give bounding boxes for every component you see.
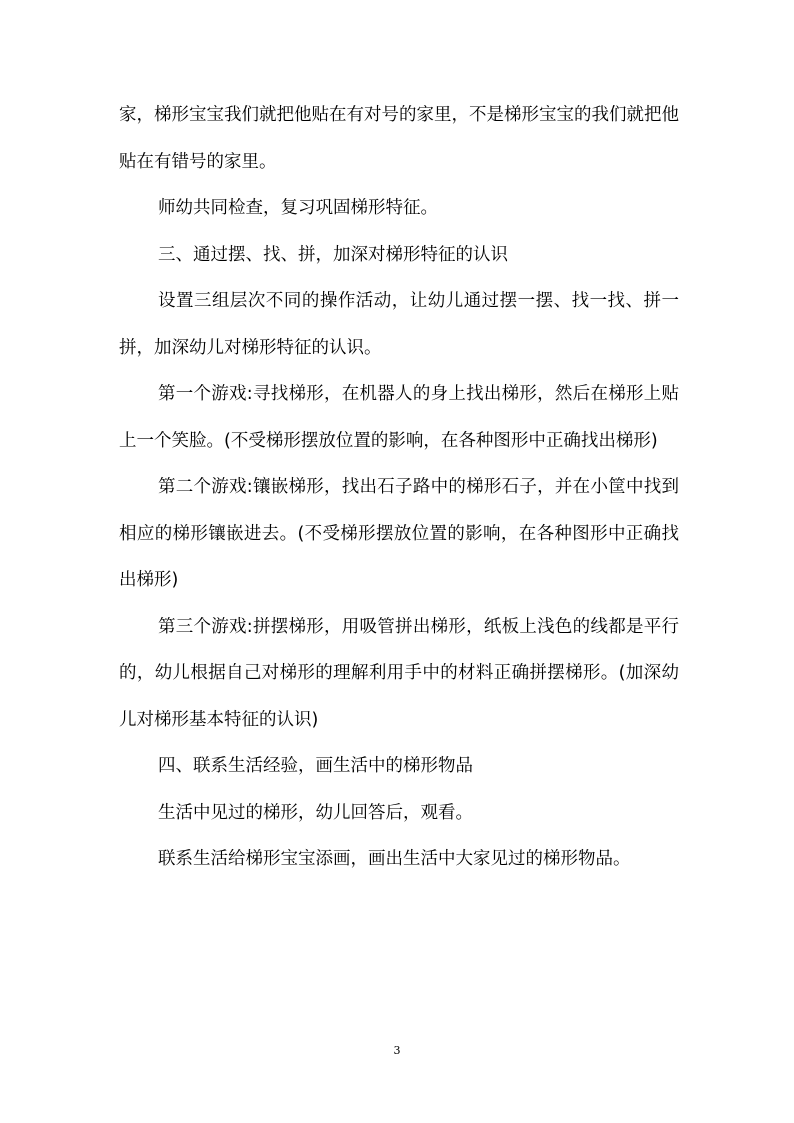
- section-heading-three: 三、通过摆、找、拼，加深对梯形特征的认识: [158, 244, 508, 265]
- paragraph-game-two: 第二个游戏:镶嵌梯形，找出石子路中的梯形石子，并在小筐中找到相应的梯形镶嵌进去。(不受梯形摆放位置的影响，在各种图形中正确找出梯形): [119, 477, 679, 590]
- paragraph-game-three: 第三个游戏:拼摆梯形，用吸管拼出梯形，纸板上浅色的线都是平行的，幼儿根据自己对梯形的理解利用手中的材料正确拼摆梯形。(加深幼儿对梯形基本特征的认识): [119, 616, 679, 730]
- paragraph-check-review: 师幼共同检查，复习巩固梯形特征。: [158, 198, 438, 218]
- body-text: [119, 92, 679, 883]
- paragraph-game-one: 第一个游戏:寻找梯形，在机器人的身上找出梯形，然后在梯形上贴上一个笑脸。(不受梯形摆放位置的影响，在各种图形中正确找出梯形): [119, 384, 679, 451]
- paragraph-continuation: 家，梯形宝宝我们就把他贴在有对号的家里，不是梯形宝宝的我们就把他贴在有错号的家里。: [119, 105, 679, 172]
- paragraph-activities-intro: 设置三组层次不同的操作活动，让幼儿通过摆一摆、找一找、拼一拼，加深幼儿对梯形特征的认识。: [119, 291, 679, 358]
- paragraph-drawing: 联系生活给梯形宝宝添画，画出生活中大家见过的梯形物品。: [158, 849, 631, 869]
- page-number: 3: [393, 1044, 401, 1057]
- section-heading-four: 四、联系生活经验，画生活中的梯形物品: [158, 756, 473, 776]
- paragraph-life-trapezoids: 生活中见过的梯形，幼儿回答后，观看。: [158, 802, 473, 823]
